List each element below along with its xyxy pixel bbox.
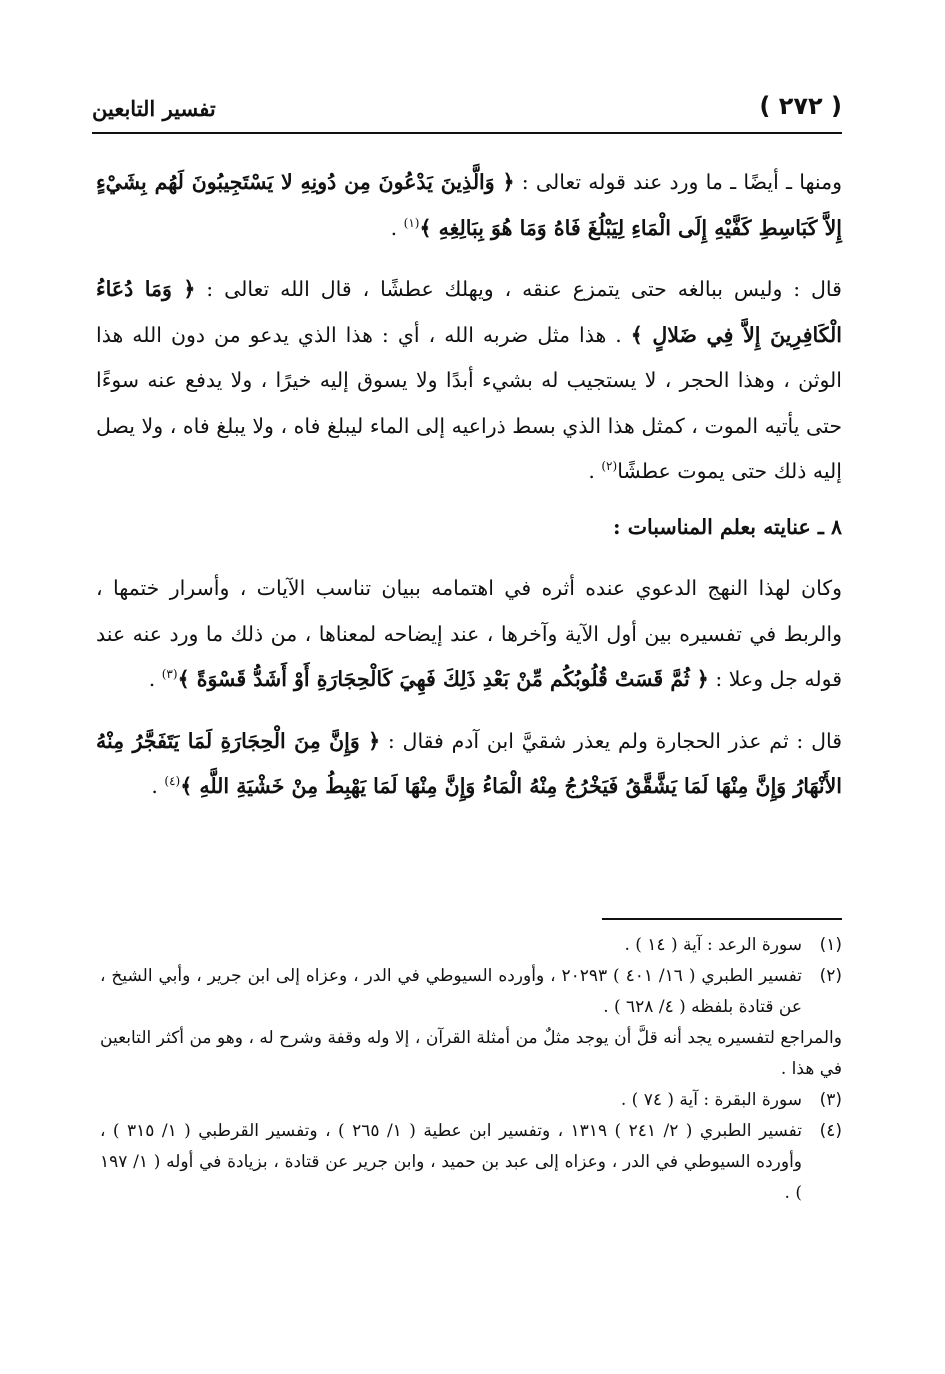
paragraph-text: قال : ثم عذر الحجارة ولم يعذر شقيَّ ابن آدم فقال :: [380, 728, 843, 753]
footnote-text: سورة البقرة : آية ( ٧٤ ) .: [620, 1090, 802, 1110]
footnote-2-note: [100, 1023, 842, 1085]
paragraph-text: وكان لهذا النهج الدعوي عنده أثره في اهتمامه ببيان تناسب الآيات ، وأسرار ختمها ، والربط في تفسيره بين أول الآية وآخرها ، عند إيضاحه لمعناها ، من ذلك ما ورد عنه عند قوله جل وعلا :: [96, 576, 842, 691]
paragraph-3: [96, 566, 842, 703]
paragraph-end: .: [588, 459, 602, 483]
footnote-divider: [602, 918, 842, 920]
paragraph-end: .: [148, 667, 162, 691]
footnote-number: (٣): [819, 1090, 842, 1110]
footnote-number: (٢): [819, 966, 842, 986]
header-divider: [92, 132, 842, 134]
page-number: ( ٢٧٢ ): [759, 92, 842, 120]
section-heading: ٨ ـ عنايته بعلم المناسبات :: [613, 514, 842, 539]
quran-verse: ﴿ وَمَا دُعَاءُ الْكَافِرِينَ إِلاَّ فِي ضَلالٍ ﴾: [96, 277, 842, 347]
footnote-number: (٤): [819, 1121, 842, 1141]
paragraph-2: [96, 267, 842, 495]
footnote-text: سورة الرعد : آية ( ١٤ ) .: [624, 935, 802, 955]
paragraph-text: . هذا مثل ضربه الله ، أي : هذا الذي يدعو من دون الله هذا الوثن ، وهذا الحجر ، لا يستجيب له بشيء أبدًا ولا يسوق إليه خيرًا ، ولا يدفع عنه سوءًا حتى يأتيه الموت ، كمثل هذا الذي بسط ذراعيه إلى الماء ليبلغ فاه ، ولا يبلغ فاه ، ولا يصل إليه ذلك حتى يموت عطشًا: [96, 322, 842, 483]
paragraph-end: .: [390, 215, 404, 240]
quran-verse: ﴿ ثُمَّ قَسَتْ قُلُوبُكُم مِّنْ بَعْدِ ذَلِكَ فَهِيَ كَالْحِجَارَةِ أَوْ أَشَدُّ قَسْوَةً ﴾: [177, 667, 709, 691]
paragraph-1: [96, 160, 842, 251]
footnote-text: تفسير الطبري ( ٢/ ٢٤١ ) ١٣١٩ ، وتفسير ابن عطية ( ١/ ٢٦٥ ) ، وتفسير القرطبي ( ١/ ٣١٥ ) ، وأورده السيوطي في الدر ، وعزاه إلى عبد بن حميد ، وابن جرير عن قتادة ، بزيادة في أوله ( ١/ ١٩٧ ) .: [100, 1121, 802, 1203]
main-text: [96, 160, 842, 810]
footnote-reference[interactable]: (١): [403, 215, 420, 230]
footnote-reference[interactable]: (٤): [164, 774, 181, 789]
footnote-reference[interactable]: (٢): [601, 459, 618, 474]
quran-verse: ﴿ وَإِنَّ مِنَ الْحِجَارَةِ لَمَا يَتَفَجَّرُ مِنْهُ الأَنْهَارُ وَإِنَّ مِنْهَا لَمَا يَشَّقَّقُ فَيَخْرُجُ مِنْهُ الْمَاءُ وَإِنَّ مِنْهَا لَمَا يَهْبِطُ مِنْ خَشْيَةِ اللَّهِ ﴾: [96, 728, 842, 798]
footnote-reference[interactable]: (٣): [161, 667, 178, 682]
quran-verse: ﴿ وَالَّذِينَ يَدْعُونَ مِن دُونِهِ لا يَسْتَجِيبُونَ لَهُم بِشَيْءٍ إِلاَّ كَبَاسِطِ كَفَّيْهِ إِلَى الْمَاءِ لِيَبْلُغَ فَاهُ وَمَا هُوَ بِبَالِغِهِ ﴾: [96, 170, 842, 240]
footnote-text: والمراجع لتفسيره يجد أنه قلَّ أن يوجد مثلٌ من أمثلة القرآن ، إلا وله وقفة وشرح له ، وهو من أكثر التابعين في هذا .: [100, 1028, 842, 1079]
footnote-1: [100, 930, 842, 961]
book-title: تفسير التابعين: [92, 96, 216, 121]
footnote-3: [100, 1085, 842, 1116]
footnote-2: [100, 961, 842, 1023]
footnote-4: [100, 1116, 842, 1209]
paragraph-text: ومنها ـ أيضًا ـ ما ورد عند قوله تعالى :: [514, 170, 842, 194]
paragraph-end: .: [151, 774, 165, 798]
footnote-number: (١): [819, 935, 842, 955]
footnote-text: تفسير الطبري ( ١٦/ ٤٠١ ) ٢٠٢٩٣ ، وأورده السيوطي في الدر ، وعزاه إلى ابن جرير ، وأبي الشيخ ، عن قتادة بلفظه ( ٤/ ٦٢٨ ) .: [100, 966, 802, 1017]
footnotes: [100, 930, 842, 1209]
paragraph-text: قال : وليس ببالغه حتى يتمزع عنقه ، ويهلك عطشًا ، قال الله تعالى :: [195, 277, 842, 301]
page-header: [92, 92, 842, 128]
paragraph-4: [96, 719, 842, 810]
